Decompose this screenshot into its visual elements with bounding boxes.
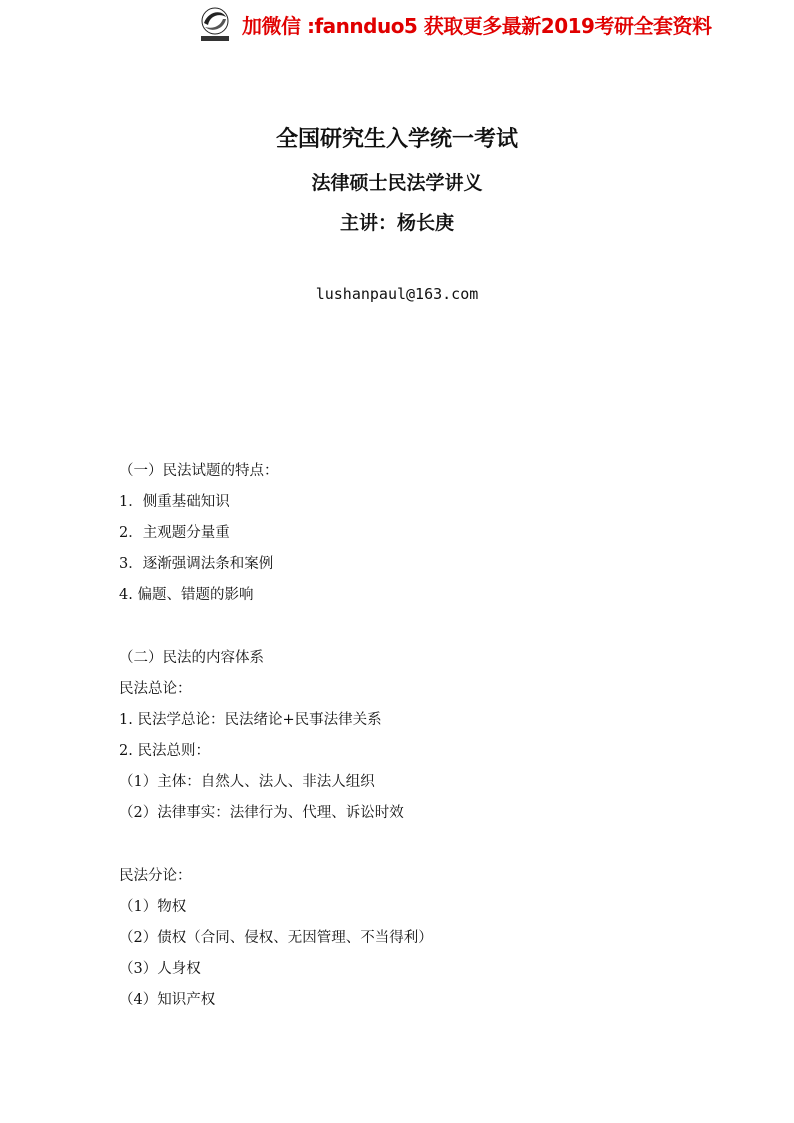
list-item: 1. 民法学总论：民法绪论+民事法律关系 [119,712,382,728]
list-item: （2）债权（合同、侵权、无因管理、不当得利） [119,930,433,946]
list-item: 4. 偏题、错题的影响 [119,587,254,603]
contact-email: lushanpaul@163.com [315,285,479,303]
subsection-heading: 民法总论： [119,681,192,697]
document-subtitle: 法律硕士民法学讲义 [311,172,483,194]
promo-banner [196,4,711,44]
list-item: （4）知识产权 [119,992,216,1008]
banner-text: 加微信 :fannduo5 获取更多最新2019考研全套资料 [242,13,712,38]
section-heading: （二）民法的内容体系 [119,650,264,666]
document-title: 全国研究生入学统一考试 [275,127,518,152]
list-item: 2．主观题分量重 [119,525,230,541]
list-item: 3．逐渐强调法条和案例 [119,556,274,572]
list-item: 2. 民法总则： [119,743,210,759]
list-item: （1）主体：自然人、法人、非法人组织 [119,774,375,790]
list-item: 1．侧重基础知识 [119,494,230,510]
section-heading: （一）民法试题的特点： [119,463,279,479]
brand-logo [196,5,234,43]
lecturer-line: 主讲：杨长庚 [339,212,454,234]
list-item: （2）法律事实：法律行为、代理、诉讼时效 [119,805,404,821]
subsection-heading: 民法分论： [119,868,192,884]
list-item: （3）人身权 [119,961,201,977]
list-item: （1）物权 [119,899,187,915]
